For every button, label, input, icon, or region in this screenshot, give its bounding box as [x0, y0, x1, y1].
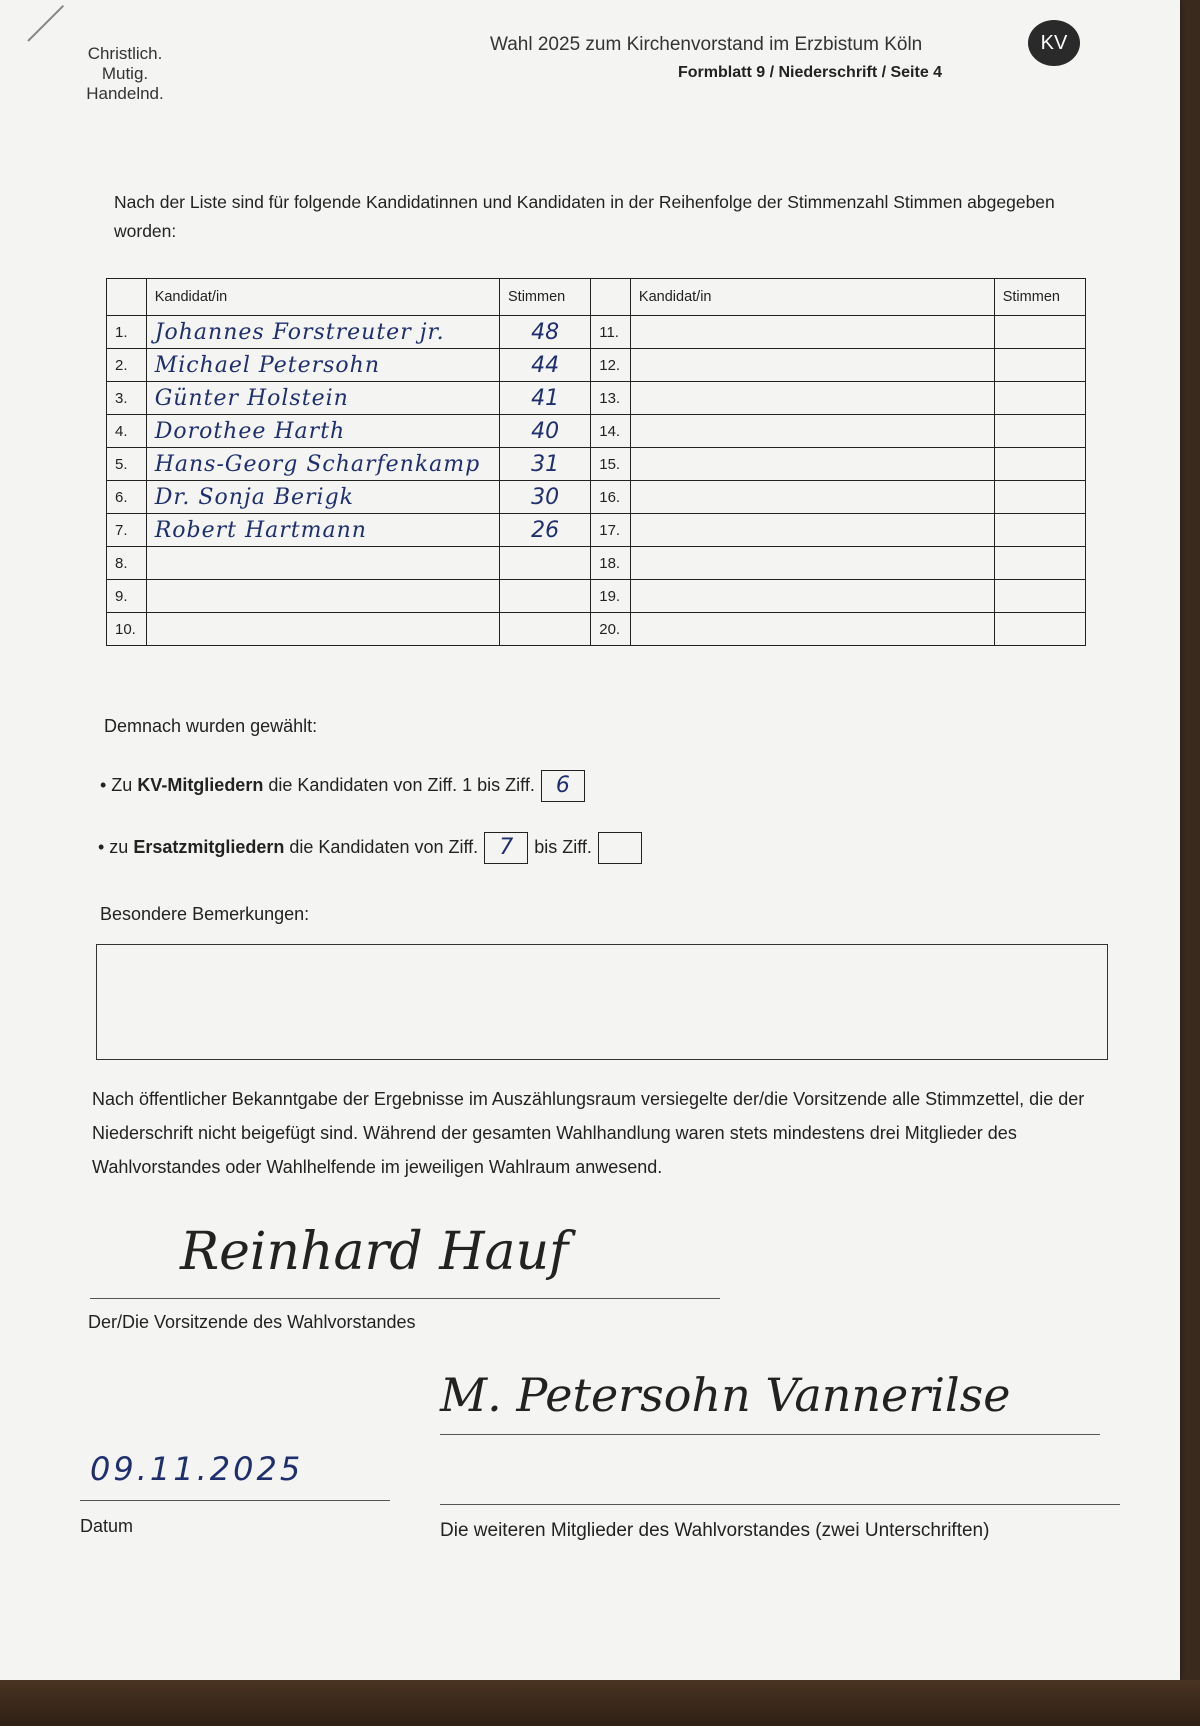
vote-count-2[interactable] [994, 415, 1085, 448]
intro-text: Nach der Liste sind für folgende Kandidatinnen und Kandidaten in der Reihenfolge der Stimmenzahl Stimmen abgegeben worden: [114, 192, 1055, 241]
row-number-2: 19. [591, 580, 631, 613]
table-row [107, 349, 1086, 382]
row-number: 1. [107, 316, 147, 349]
table-row [107, 613, 1086, 646]
candidate-name[interactable] [146, 547, 499, 580]
row-number: 9. [107, 580, 147, 613]
vote-count-2[interactable] [994, 316, 1085, 349]
candidate-name[interactable]: Günter Holstein [146, 382, 499, 415]
header-num [107, 279, 147, 316]
ers-to-box[interactable] [598, 832, 642, 864]
kv-members-line [100, 770, 591, 802]
table-row [107, 382, 1086, 415]
table-row [107, 514, 1086, 547]
vote-count[interactable]: 48 [500, 316, 591, 349]
members-signature-line [440, 1434, 1100, 1435]
chair-signature-line [90, 1298, 720, 1299]
row-number: 4. [107, 415, 147, 448]
logo-line-1: Christlich. [87, 44, 163, 63]
elected-heading: Demnach wurden gewählt: [104, 716, 318, 736]
vote-count[interactable]: 26 [500, 514, 591, 547]
row-number: 2. [107, 349, 147, 382]
ers-text: die Kandidaten von Ziff. [284, 836, 479, 857]
candidate-name-2[interactable] [630, 613, 994, 646]
header-candidate: Kandidat/in [146, 279, 499, 316]
table-row [107, 547, 1086, 580]
table-row [107, 580, 1086, 613]
logo [70, 44, 180, 104]
candidate-name-2[interactable] [630, 580, 994, 613]
candidate-name[interactable]: Johannes Forstreuter jr. [146, 316, 499, 349]
candidate-name[interactable]: Dr. Sonja Berigk [146, 481, 499, 514]
header-num-2 [591, 279, 631, 316]
candidate-name-2[interactable] [630, 481, 994, 514]
substitute-members-line [98, 832, 648, 864]
table-row [107, 448, 1086, 481]
date-value: 09.11.2025 [90, 1450, 304, 1488]
candidate-name[interactable] [146, 613, 499, 646]
vote-count-2[interactable] [994, 580, 1085, 613]
table-surface [0, 1680, 1200, 1726]
chair-label: Der/Die Vorsitzende des Wahlvorstandes [88, 1312, 416, 1332]
row-number: 5. [107, 448, 147, 481]
vote-count-2[interactable] [994, 514, 1085, 547]
remarks-label: Besondere Bemerkungen: [100, 904, 310, 924]
row-number: 10. [107, 613, 147, 646]
vote-count-2[interactable] [994, 382, 1085, 415]
row-number-2: 11. [591, 316, 631, 349]
members-signature: M. Petersohn Vannerilse [440, 1368, 1011, 1422]
candidate-name[interactable]: Michael Petersohn [146, 349, 499, 382]
kv-badge: KV [1028, 20, 1080, 66]
header-subtitle: Formblatt 9 / Niederschrift / Seite 4 [678, 64, 943, 81]
candidate-name-2[interactable] [630, 448, 994, 481]
candidate-name[interactable]: Robert Hartmann [146, 514, 499, 547]
row-number-2: 14. [591, 415, 631, 448]
ers-from-box[interactable]: 7 [484, 832, 528, 864]
candidate-name[interactable] [146, 580, 499, 613]
row-number-2: 17. [591, 514, 631, 547]
vote-count[interactable] [500, 547, 591, 580]
ers-prefix: • zu [98, 836, 134, 857]
notice-text: Nach öffentlicher Bekanntgabe der Ergebnisse im Auszählungsraum versiegelte der/die Vorsitzende alle Stimmzettel, die der Niederschrift nicht beigefügt sind. Während der gesamten Wahlhandlung waren stets mindestens drei Mitglieder des Wahlvorstandes oder Wahlhelfende im jeweiligen Wahlraum anwesend. [92, 1089, 1085, 1177]
header-title: Wahl 2025 zum Kirchenvorstand im Erzbistum Köln [490, 34, 923, 55]
ers-bold: Ersatzmitgliedern [133, 836, 285, 857]
candidate-name-2[interactable] [630, 547, 994, 580]
table-header-row [107, 279, 1086, 316]
candidate-name[interactable]: Dorothee Harth [146, 415, 499, 448]
vote-count-2[interactable] [994, 613, 1085, 646]
candidate-name-2[interactable] [630, 382, 994, 415]
date-line [80, 1500, 390, 1501]
row-number-2: 13. [591, 382, 631, 415]
members-label-line [440, 1504, 1120, 1505]
table-row [107, 481, 1086, 514]
vote-count-2[interactable] [994, 547, 1085, 580]
logo-line-2: Mutig. [101, 64, 149, 83]
vote-count[interactable] [500, 613, 591, 646]
candidate-name-2[interactable] [630, 349, 994, 382]
row-number: 7. [107, 514, 147, 547]
kv-to-box[interactable]: 6 [541, 770, 585, 802]
vote-count[interactable] [500, 580, 591, 613]
header-candidate-2: Kandidat/in [630, 279, 994, 316]
row-number-2: 12. [591, 349, 631, 382]
logo-slash-mark [27, 5, 64, 42]
row-number-2: 20. [591, 613, 631, 646]
chair-signature: Reinhard Hauf [180, 1222, 569, 1282]
row-number: 6. [107, 481, 147, 514]
header-votes: Stimmen [500, 279, 591, 316]
row-number-2: 15. [591, 448, 631, 481]
row-number-2: 16. [591, 481, 631, 514]
vote-count-2[interactable] [994, 349, 1085, 382]
logo-line-3: Handelnd. [86, 84, 164, 103]
vote-count[interactable]: 40 [500, 415, 591, 448]
candidate-name-2[interactable] [630, 514, 994, 547]
candidate-name-2[interactable] [630, 415, 994, 448]
date-label: Datum [80, 1516, 134, 1536]
header-votes-2: Stimmen [994, 279, 1085, 316]
remarks-box[interactable] [96, 944, 1108, 1060]
vote-count[interactable]: 44 [500, 349, 591, 382]
row-number-2: 18. [591, 547, 631, 580]
votes-table [106, 278, 1086, 646]
kv-text: die Kandidaten von Ziff. 1 bis Ziff. [263, 774, 535, 795]
ers-mid: bis Ziff. [534, 836, 592, 857]
vote-count-2[interactable] [994, 448, 1085, 481]
vote-count[interactable]: 31 [500, 448, 591, 481]
kv-prefix: • Zu [100, 774, 138, 795]
candidate-name[interactable]: Hans-Georg Scharfenkamp [146, 448, 499, 481]
vote-count[interactable]: 41 [500, 382, 591, 415]
vote-count[interactable]: 30 [500, 481, 591, 514]
kv-bold: KV-Mitgliedern [137, 774, 264, 795]
candidate-name-2[interactable] [630, 316, 994, 349]
members-label: Die weiteren Mitglieder des Wahlvorstandes (zwei Unterschriften) [440, 1520, 990, 1541]
row-number: 8. [107, 547, 147, 580]
table-row [107, 316, 1086, 349]
table-row [107, 415, 1086, 448]
row-number: 3. [107, 382, 147, 415]
vote-count-2[interactable] [994, 481, 1085, 514]
